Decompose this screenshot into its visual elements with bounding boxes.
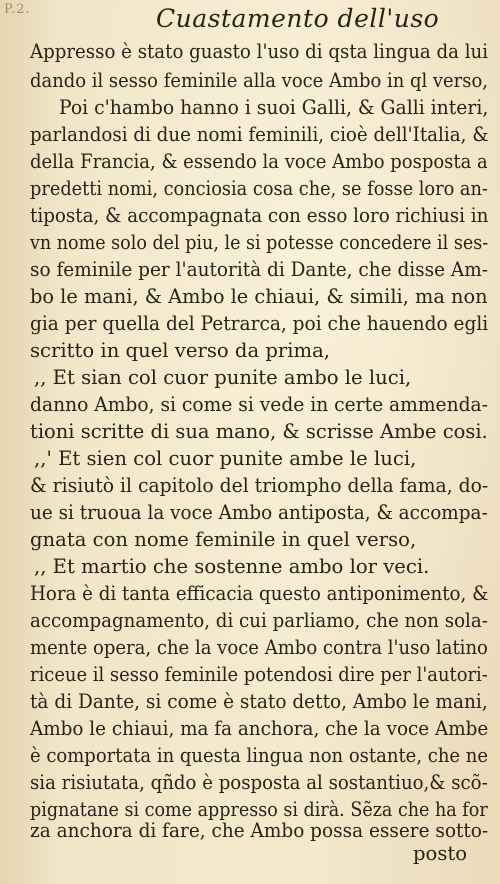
- text-line: accompagnamento, di cui parliamo, che non sola-: [30, 609, 488, 632]
- text-line: pignatane si come appresso si dirà. Sẽza che ha for: [30, 798, 488, 821]
- text-line: dando il sesso feminile alla voce Ambo in ql verso,: [30, 69, 488, 92]
- text-line: tà di Dante, si come è stato detto, Ambo le mani,: [30, 690, 488, 713]
- corner-mark: P.2.: [4, 2, 31, 17]
- text-line: Appresso è stato guasto l'uso di qsta lingua da lui: [30, 40, 489, 63]
- text-line: gia per quella del Petrarca, poi che hauendo egli: [30, 312, 489, 335]
- text-line: gnata con nome feminile in quel verso,: [30, 528, 417, 551]
- text-line: riceue il sesso feminile potendosi dire per l'autori-: [30, 663, 488, 686]
- text-line: & risiutò il capitolo del triompho della fama, do-: [30, 474, 489, 497]
- text-line: è comportata in questa lingua non ostante, che ne: [30, 744, 488, 767]
- text-line: predetti nomi, conciosia cosa che, se fosse loro an-: [30, 177, 488, 200]
- text-line: so feminile per l'autorità di Dante, che disse Am-: [30, 258, 489, 281]
- text-line: tioni scritte di sua mano, & scrisse Ambe cosi.: [30, 420, 488, 443]
- catchword: posto: [413, 842, 468, 865]
- text-line: Ambo le chiaui, ma fa anchora, che la voce Ambe: [30, 717, 489, 740]
- verse-line: ,, Et martio che sostenne ambo lor veci.: [34, 555, 430, 578]
- text-line: Poi c'hambo hanno i suoi Galli, & Galli interi,: [59, 96, 489, 119]
- text-line: danno Ambo, si come si vede in certe ammenda-: [30, 393, 488, 416]
- text-line: parlandosi di due nomi feminili, cioè dell'Italia, &: [30, 123, 489, 146]
- text-line: ue si truoua la voce Ambo antiposta, & accompa-: [30, 501, 488, 524]
- text-line: vn nome solo del piu, le si potesse concedere il ses-: [30, 231, 489, 254]
- text-line: Hora è di tanta efficacia questo antiponimento, &: [30, 582, 489, 605]
- text-line: scritto in quel verso da prima,: [30, 339, 331, 362]
- text-line: mente opera, che la voce Ambo contra l'uso latino: [30, 636, 488, 659]
- text-line: za anchora di fare, che Ambo possa essere sotto-: [30, 819, 489, 842]
- text-line: della Francia, & essendo la voce Ambo posposta a: [30, 150, 488, 173]
- text-line: sia risiutata, qñdo è posposta al sostantiuo,& scõ-: [30, 771, 488, 794]
- running-head: Cuastamento dell'uso: [156, 4, 440, 33]
- verse-line: ,, Et sian col cuor punite ambo le luci,: [34, 366, 412, 389]
- text-line: tiposta, & accompagnata con esso loro richiusi in: [30, 204, 489, 227]
- text-line: bo le mani, & Ambo le chiaui, & simili, ma non: [30, 285, 488, 308]
- verse-line: ,,' Et sien col cuor punite ambe le luci,: [34, 447, 417, 470]
